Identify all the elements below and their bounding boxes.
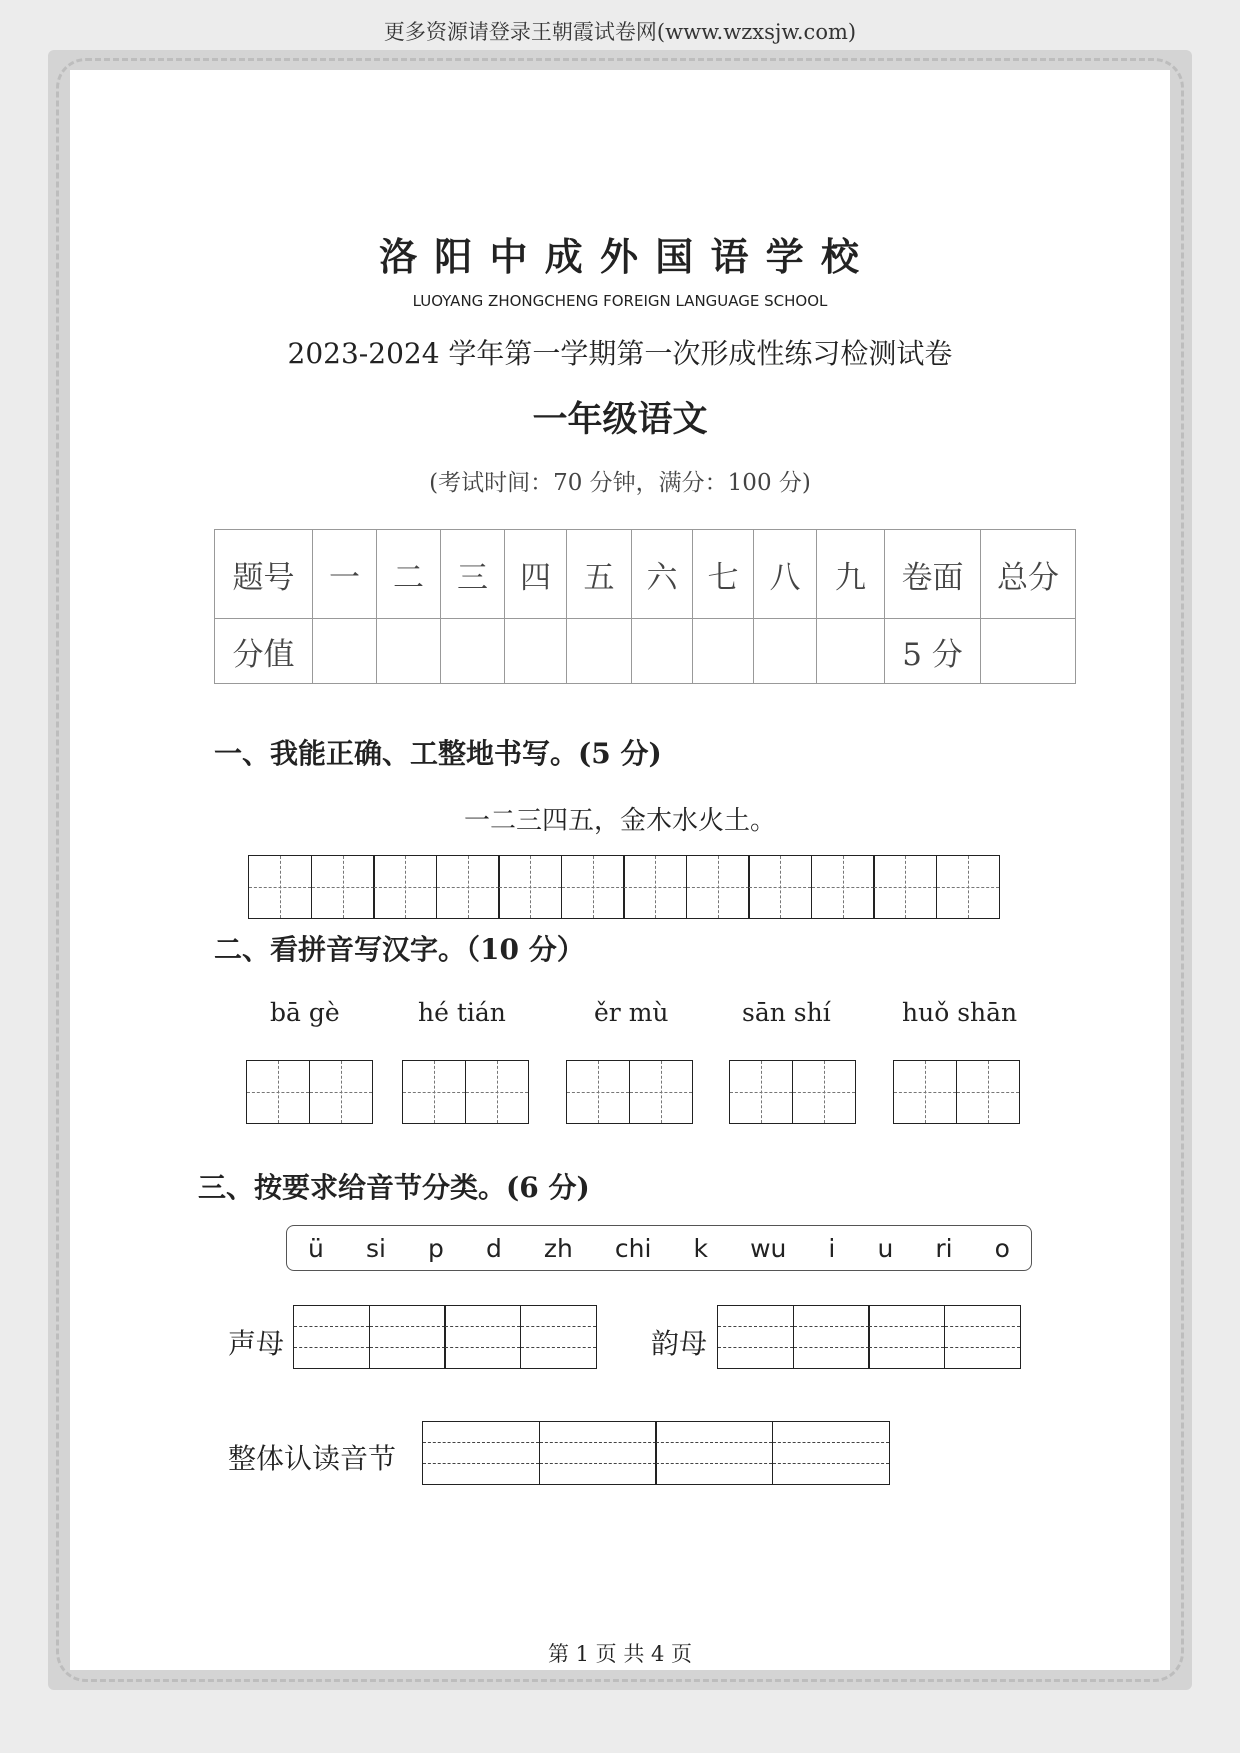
syllable: ri — [935, 1233, 953, 1263]
pinyin-label: hé tián — [418, 998, 506, 1027]
pinyin-label: huǒ shān — [902, 998, 1018, 1027]
section2-title: 二、看拼音写汉字。（10 分） — [214, 933, 585, 966]
score-value-cell[interactable] — [377, 619, 441, 684]
score-header-cell: 六 — [632, 530, 693, 619]
four-line-cell[interactable] — [793, 1305, 870, 1369]
yunmu-answer-grid — [717, 1305, 1019, 1369]
score-table — [214, 529, 1076, 684]
syllable: si — [365, 1233, 386, 1263]
shengmu-label: 声母 — [228, 1327, 285, 1360]
section1-title: 一、我能正确、工整地书写。(5 分) — [214, 737, 662, 770]
score-header-cell: 一 — [313, 530, 377, 619]
tianzi-cell[interactable] — [629, 1060, 693, 1124]
score-table-header-row — [215, 530, 1076, 619]
score-row-label: 分值 — [215, 619, 313, 684]
syllable: d — [485, 1233, 502, 1263]
score-header-cell: 卷面 — [885, 530, 981, 619]
tianzi-cell[interactable] — [623, 855, 687, 919]
score-value-cell[interactable] — [632, 619, 693, 684]
score-header-cell: 五 — [567, 530, 632, 619]
four-line-cell[interactable] — [539, 1421, 657, 1485]
syllable: i — [828, 1233, 836, 1263]
shengmu-answer-grid — [293, 1305, 595, 1369]
page-footer: 第 1 页 共 4 页 — [547, 1642, 693, 1666]
tianzi-cell[interactable] — [436, 855, 500, 919]
score-header-cell: 九 — [817, 530, 885, 619]
school-name-cn: 洛 阳 中 成 外 国 语 学 校 — [379, 234, 861, 279]
syllable: wu — [750, 1233, 787, 1263]
tianzi-cell[interactable] — [811, 855, 875, 919]
pinyin-grid-5 — [893, 1060, 1018, 1124]
score-value-cell[interactable] — [567, 619, 632, 684]
score-header-cell: 七 — [693, 530, 754, 619]
tianzi-cell[interactable] — [936, 855, 1000, 919]
header-note: 更多资源请登录王朝霞试卷网(www.wzxsjw.com) — [383, 20, 857, 44]
tianzi-cell[interactable] — [686, 855, 750, 919]
syllable: zh — [543, 1233, 573, 1263]
syllable: o — [994, 1233, 1010, 1263]
tianzi-cell[interactable] — [311, 855, 375, 919]
tianzi-cell[interactable] — [566, 1060, 630, 1124]
syllable: u — [877, 1233, 894, 1263]
section1-text: 一二三四五，金木水火土。 — [463, 806, 776, 836]
tianzi-cell[interactable] — [309, 1060, 373, 1124]
score-value-cell[interactable] — [441, 619, 505, 684]
section1-writing-grid — [248, 855, 998, 919]
tianzi-cell[interactable] — [373, 855, 437, 919]
four-line-cell[interactable] — [717, 1305, 794, 1369]
tianzi-cell[interactable] — [561, 855, 625, 919]
tianzi-cell[interactable] — [402, 1060, 466, 1124]
school-name-en: LUOYANG ZHONGCHENG FOREIGN LANGUAGE SCHOOL — [412, 292, 828, 310]
pinyin-grid-1 — [246, 1060, 371, 1124]
pinyin-grid-3 — [566, 1060, 691, 1124]
tianzi-cell[interactable] — [873, 855, 937, 919]
score-value-cell[interactable] — [754, 619, 817, 684]
pinyin-grid-2 — [402, 1060, 527, 1124]
syllable: chi — [614, 1233, 652, 1263]
zhengti-answer-grid — [422, 1421, 888, 1485]
syllable: p — [428, 1233, 444, 1263]
tianzi-cell[interactable] — [465, 1060, 529, 1124]
score-value-cell: 5 分 — [885, 619, 981, 684]
exam-info: (考试时间：70 分钟，满分：100 分) — [429, 470, 811, 496]
zhengti-label: 整体认读音节 — [228, 1442, 397, 1475]
four-line-cell[interactable] — [369, 1305, 446, 1369]
tianzi-cell[interactable] — [748, 855, 812, 919]
subject-title: 一年级语文 — [532, 399, 708, 440]
four-line-cell[interactable] — [868, 1305, 945, 1369]
syllable: k — [693, 1233, 708, 1263]
tianzi-cell[interactable] — [893, 1060, 957, 1124]
score-table-value-row — [215, 619, 1076, 684]
score-header-cell: 八 — [754, 530, 817, 619]
tianzi-cell[interactable] — [792, 1060, 856, 1124]
exam-title: 2023-2024 学年第一学期第一次形成性练习检测试卷 — [287, 337, 953, 370]
score-value-cell[interactable] — [505, 619, 567, 684]
four-line-cell[interactable] — [422, 1421, 540, 1485]
four-line-cell[interactable] — [655, 1421, 773, 1485]
four-line-cell[interactable] — [944, 1305, 1021, 1369]
score-value-cell[interactable] — [817, 619, 885, 684]
syllable-box — [286, 1225, 1032, 1271]
tianzi-cell[interactable] — [246, 1060, 310, 1124]
four-line-cell[interactable] — [772, 1421, 890, 1485]
tianzi-cell[interactable] — [498, 855, 562, 919]
score-value-cell[interactable] — [313, 619, 377, 684]
tianzi-cell[interactable] — [248, 855, 312, 919]
score-header-cell: 总分 — [981, 530, 1076, 619]
pinyin-grid-4 — [729, 1060, 854, 1124]
pinyin-label: ěr mù — [594, 998, 669, 1027]
yunmu-label: 韵母 — [651, 1327, 708, 1360]
four-line-cell[interactable] — [444, 1305, 521, 1369]
score-header-cell: 二 — [377, 530, 441, 619]
four-line-cell[interactable] — [520, 1305, 597, 1369]
pinyin-label: sān shí — [742, 998, 831, 1027]
score-header-cell: 题号 — [215, 530, 313, 619]
tianzi-cell[interactable] — [729, 1060, 793, 1124]
pinyin-label: bā gè — [270, 998, 340, 1027]
tianzi-cell[interactable] — [956, 1060, 1020, 1124]
score-header-cell: 四 — [505, 530, 567, 619]
score-value-cell[interactable] — [693, 619, 754, 684]
score-value-cell[interactable] — [981, 619, 1076, 684]
four-line-cell[interactable] — [293, 1305, 370, 1369]
syllable: ü — [308, 1233, 324, 1263]
section3-title: 三、按要求给音节分类。(6 分) — [198, 1171, 590, 1204]
score-header-cell: 三 — [441, 530, 505, 619]
